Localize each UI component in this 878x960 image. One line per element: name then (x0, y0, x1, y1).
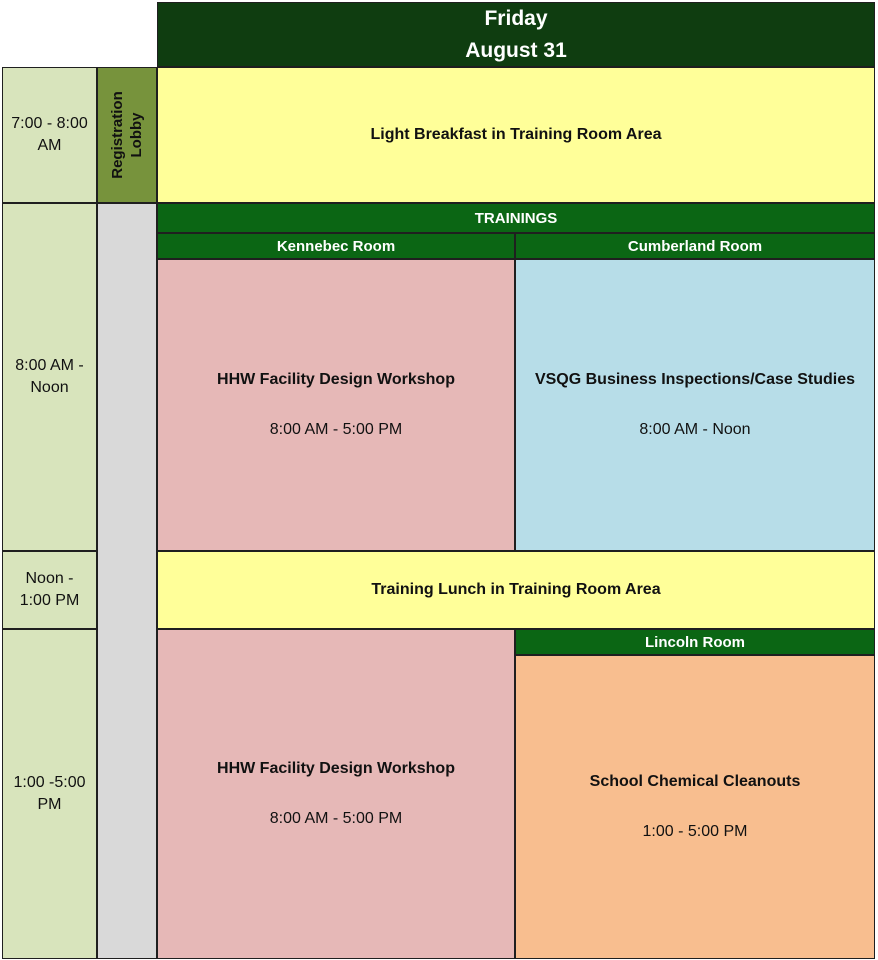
breakfast-cell (157, 67, 875, 203)
session-title: HHW Facility Design Workshop (217, 371, 455, 388)
time-slot-morning (2, 203, 97, 551)
room-label: Cumberland Room (627, 237, 763, 255)
session-title: School Chemical Cleanouts (589, 773, 801, 790)
lobby-label: Lobby (128, 112, 145, 158)
time-slot-breakfast (2, 67, 97, 203)
registration-lobby-cell (97, 67, 157, 203)
session-kennebec-afternoon (157, 629, 515, 959)
time-label: 1:00 -5:00 PM (13, 774, 86, 813)
registration-label: Registration (109, 91, 126, 179)
room-header-cumberland (515, 233, 875, 259)
time-label: 7:00 - 8:00 AM (11, 115, 88, 154)
time-label: Noon - 1:00 PM (19, 570, 80, 609)
session-time: 8:00 AM - 5:00 PM (269, 421, 403, 438)
lunch-label: Training Lunch in Training Room Area (371, 581, 661, 598)
trainings-header (157, 203, 875, 233)
session-cumberland-morning (515, 259, 875, 551)
session-time: 8:00 AM - 5:00 PM (269, 810, 403, 827)
session-title: HHW Facility Design Workshop (217, 760, 455, 777)
session-lincoln-afternoon (515, 655, 875, 959)
room-header-lincoln (515, 629, 875, 655)
room-label: Kennebec Room (276, 237, 396, 255)
session-title: VSQG Business Inspections/Case Studies (534, 371, 856, 388)
session-time: 1:00 - 5:00 PM (642, 823, 748, 840)
time-label: 8:00 AM - Noon (15, 357, 84, 396)
session-time: 8:00 AM - Noon (639, 421, 751, 438)
day-header (157, 2, 875, 67)
lunch-cell (157, 551, 875, 629)
time-slot-lunch (2, 551, 97, 629)
trainings-label: TRAININGS (474, 209, 558, 227)
date-label: August 31 (465, 38, 567, 62)
registration-lobby-label (108, 91, 146, 179)
day-label: Friday (484, 6, 548, 30)
room-label: Lincoln Room (645, 633, 745, 651)
time-slot-afternoon (2, 629, 97, 959)
session-kennebec-morning (157, 259, 515, 551)
registration-bar (97, 203, 157, 959)
breakfast-label: Light Breakfast in Training Room Area (370, 126, 662, 143)
room-header-kennebec (157, 233, 515, 259)
